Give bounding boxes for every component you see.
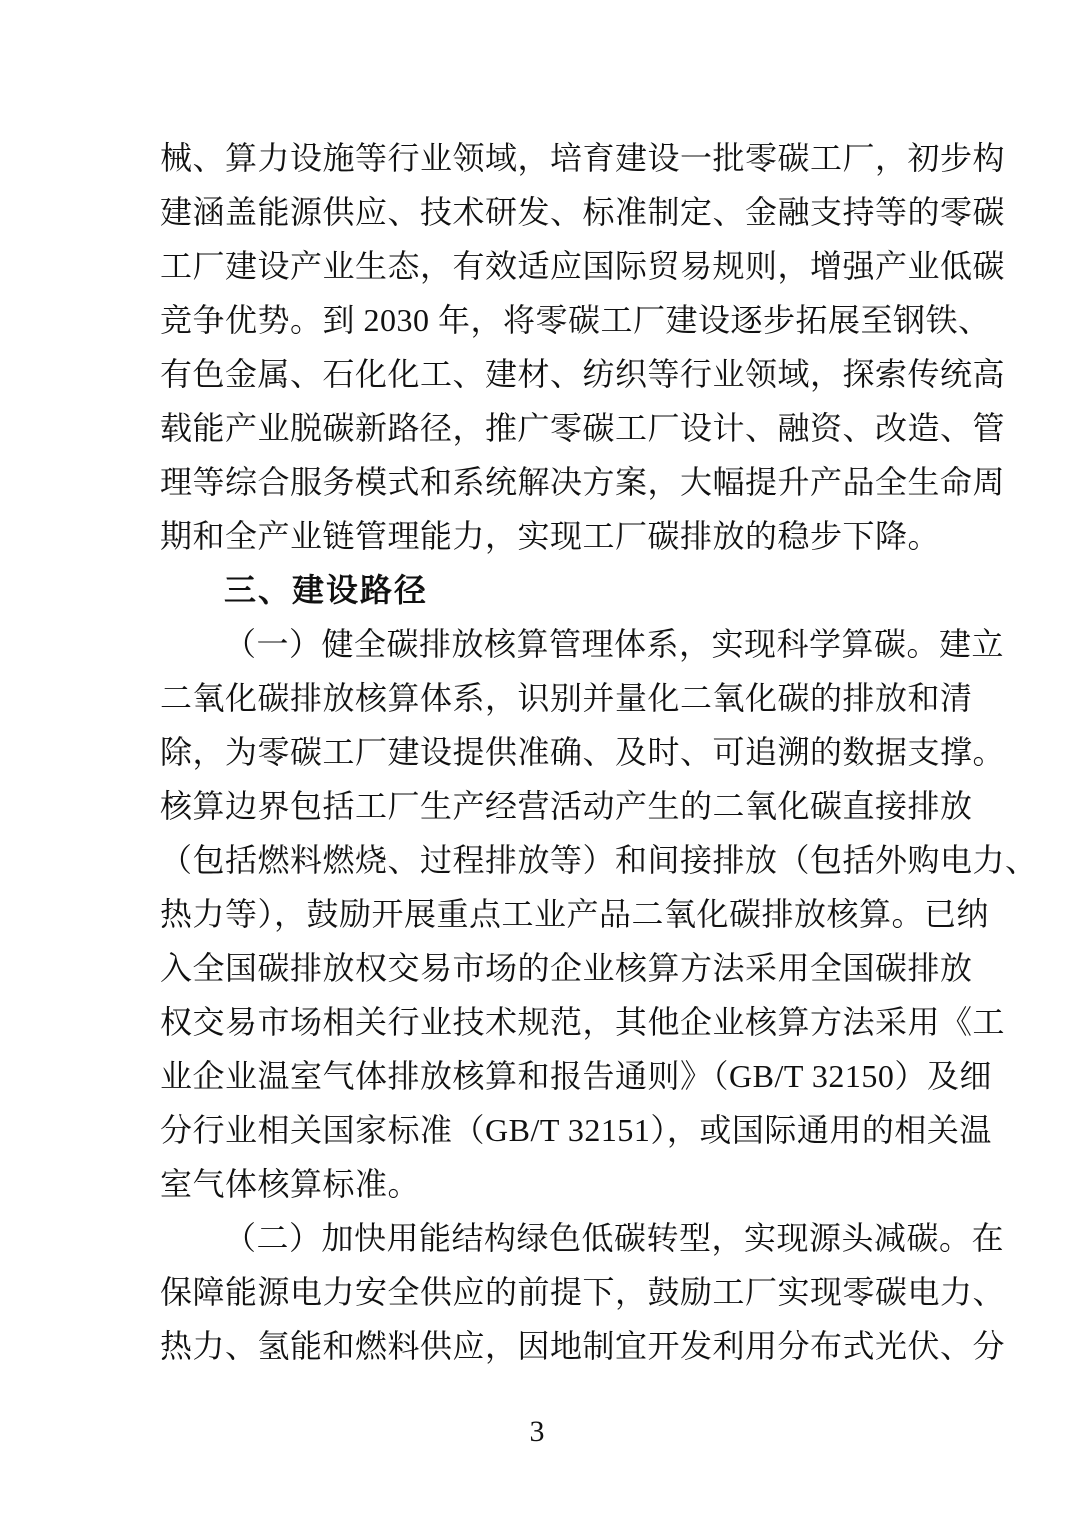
- document-body: [160, 131, 1038, 1373]
- body-text-line: 除，为零碳工厂建设提供准确、及时、可追溯的数据支撑。: [160, 734, 1006, 770]
- section-heading: 三、建设路径: [224, 572, 429, 608]
- body-text-line: （包括燃料燃烧、过程排放等）和间接排放（包括外购电力、: [160, 842, 1038, 878]
- body-text-line: 建涵盖能源供应、技术研发、标准制定、金融支持等的零碳: [160, 194, 1006, 230]
- body-text-line: 热力、氢能和燃料供应，因地制宜开发利用分布式光伏、分: [160, 1328, 1006, 1364]
- page-number: 3: [529, 1415, 545, 1448]
- body-text-line: 械、算力设施等行业领域，培育建设一批零碳工厂，初步构: [160, 140, 1006, 176]
- body-text-line: 竞争优势。到 2030 年，将零碳工厂建设逐步拓展至钢铁、: [160, 302, 991, 338]
- body-text-line: 业企业温室气体排放核算和报告通则》（GB/T 32150）及细: [160, 1058, 992, 1094]
- body-text-line: 期和全产业链管理能力，实现工厂碳排放的稳步下降。: [160, 518, 941, 554]
- body-text-line: 二氧化碳排放核算体系，识别并量化二氧化碳的排放和清: [160, 680, 973, 716]
- body-text-line: 载能产业脱碳新路径，推广零碳工厂设计、融资、改造、管: [160, 410, 1006, 446]
- body-text-line: 保障能源电力安全供应的前提下，鼓励工厂实现零碳电力、: [160, 1274, 1006, 1310]
- page-footer: [0, 1412, 1074, 1452]
- body-text-line: 分行业相关国家标准（GB/T 32151），或国际通用的相关温: [160, 1112, 992, 1148]
- body-text-line: （一）健全碳排放核算管理体系，实现科学算碳。建立: [224, 626, 1005, 662]
- body-text-line: 热力等），鼓励开展重点工业产品二氧化碳排放核算。已纳: [160, 896, 990, 932]
- body-text-line: （二）加快用能结构绿色低碳转型，实现源头减碳。在: [224, 1220, 1005, 1256]
- body-text-line: 室气体核算标准。: [160, 1166, 421, 1202]
- body-text-line: 入全国碳排放权交易市场的企业核算方法采用全国碳排放: [160, 950, 973, 986]
- body-text-line: 有色金属、石化化工、建材、纺织等行业领域，探索传统高: [160, 356, 1006, 392]
- body-text-line: 核算边界包括工厂生产经营活动产生的二氧化碳直接排放: [160, 788, 973, 824]
- body-text-line: 权交易市场相关行业技术规范，其他企业核算方法采用《工: [160, 1004, 1006, 1040]
- body-text-line: 理等综合服务模式和系统解决方案，大幅提升产品全生命周: [160, 464, 1006, 500]
- body-text-line: 工厂建设产业生态，有效适应国际贸易规则，增强产业低碳: [160, 248, 1006, 284]
